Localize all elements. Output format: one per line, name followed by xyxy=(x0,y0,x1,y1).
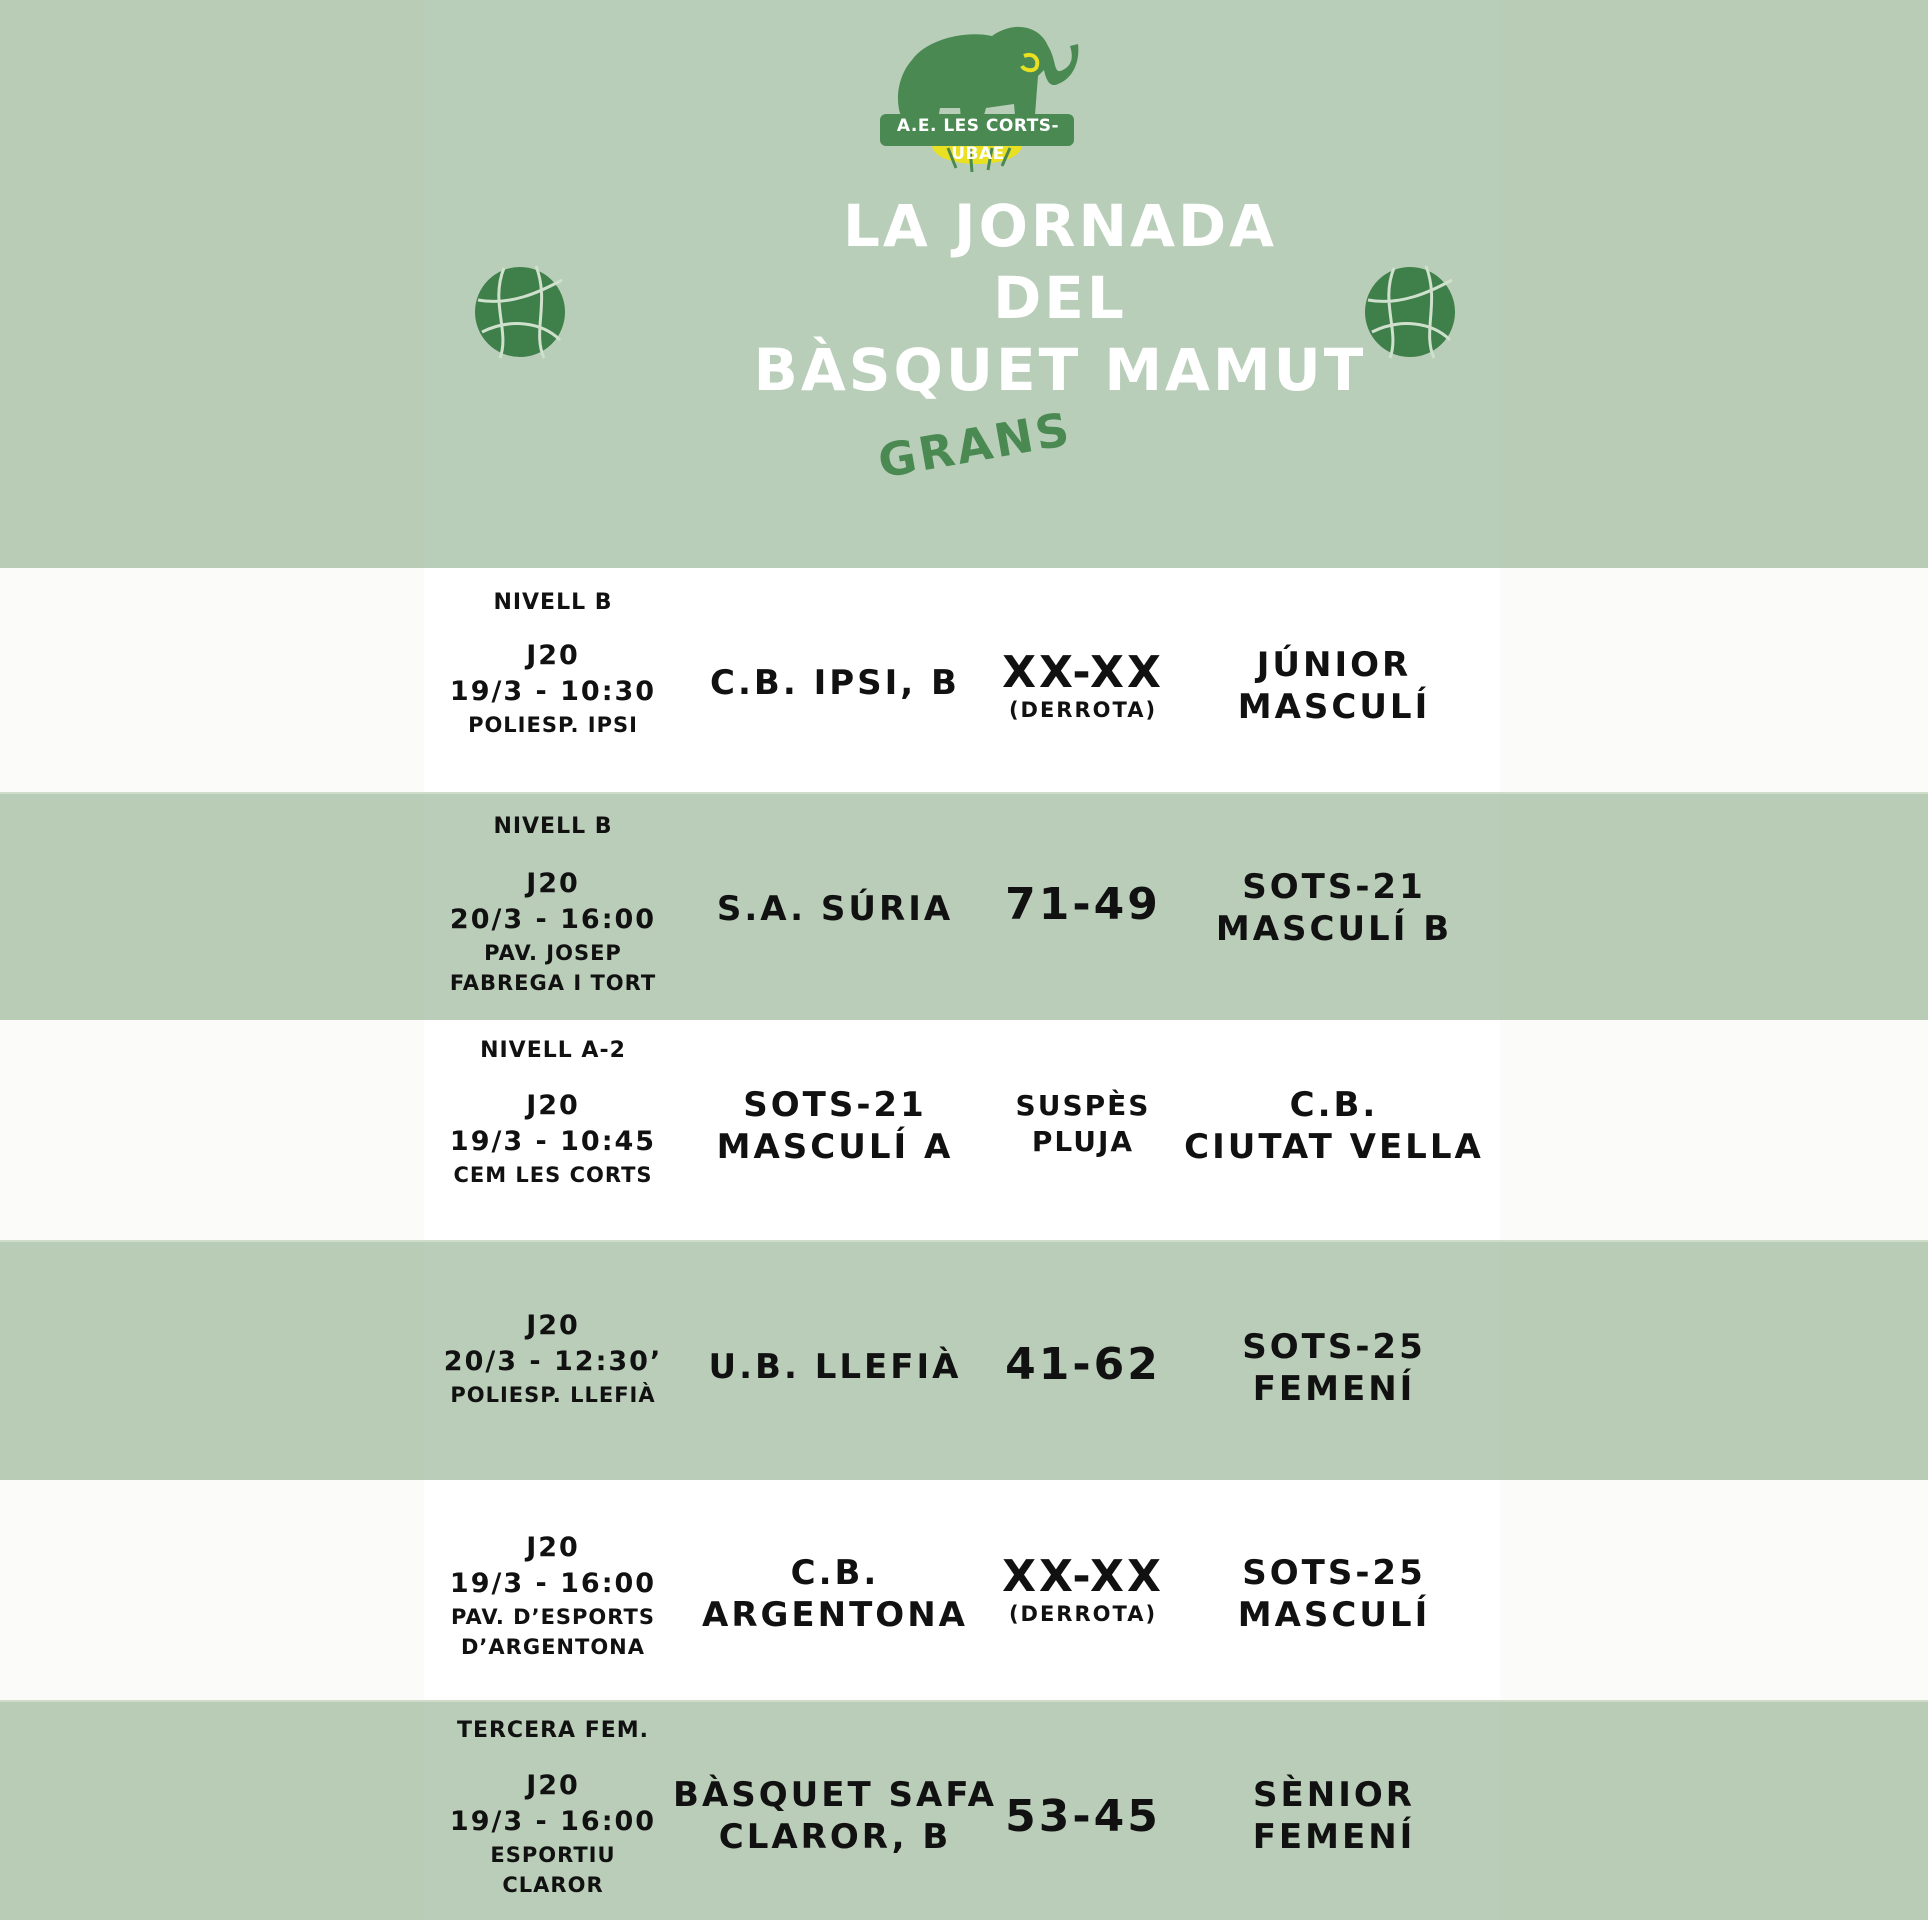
away-team-line: JÚNIOR xyxy=(1256,645,1412,685)
title-line: LA JORNADA xyxy=(842,192,1278,260)
away-team xyxy=(1176,644,1492,728)
away-team-line: MASCULÍ B xyxy=(1215,909,1453,949)
match-venue: CLAROR xyxy=(502,1873,604,1897)
home-team: S.A. SÚRIA xyxy=(716,889,954,929)
basketball-icon xyxy=(1360,262,1460,362)
logo-text: A.E. LES CORTS-UBAE xyxy=(896,116,1060,164)
title-line: DEL xyxy=(993,264,1127,332)
match-round: J20 xyxy=(526,1532,580,1563)
match-status-line: SUSPÈS xyxy=(1015,1089,1151,1122)
home-team-line: C.B. xyxy=(790,1553,880,1593)
match-score: 71-49 xyxy=(1005,879,1161,930)
match-round: J20 xyxy=(526,1310,580,1341)
match-level: NIVELL B xyxy=(493,814,613,839)
match-result-note: (DERROTA) xyxy=(1008,1602,1158,1626)
home-team: C.B. IPSI, B xyxy=(710,663,960,703)
header xyxy=(0,0,1928,568)
home-team xyxy=(680,1552,990,1636)
home-team-line: CLAROR, B xyxy=(718,1817,952,1857)
match-row xyxy=(0,1480,1928,1702)
match-venue: D’ARGENTONA xyxy=(461,1635,645,1659)
match-venue: POLIESP. LLEFIÀ xyxy=(450,1383,656,1407)
match-row xyxy=(0,794,1928,1020)
match-round: J20 xyxy=(526,1770,580,1801)
title-line: BÀSQUET MAMUT xyxy=(753,336,1367,404)
away-team xyxy=(1176,1326,1492,1410)
match-venue: CEM LES CORTS xyxy=(453,1163,653,1187)
match-info xyxy=(430,1768,676,1900)
match-venue: ESPORTIU xyxy=(490,1843,616,1867)
away-team-line: SOTS-25 xyxy=(1242,1553,1426,1593)
match-result-note: (DERROTA) xyxy=(1008,698,1158,722)
match-row xyxy=(0,1242,1928,1480)
match-info xyxy=(430,1088,676,1190)
away-team-line: MASCULÍ xyxy=(1237,1595,1431,1635)
home-team-line: MASCULÍ A xyxy=(716,1127,954,1167)
row-margin xyxy=(0,1020,424,1242)
match-info xyxy=(430,866,676,998)
match-datetime: 19/3 - 16:00 xyxy=(449,1568,657,1599)
match-level: NIVELL A-2 xyxy=(480,1038,626,1063)
row-margin xyxy=(0,1480,424,1702)
away-team-line: FEMENÍ xyxy=(1252,1369,1416,1409)
match-info xyxy=(430,638,676,740)
match-info xyxy=(430,1530,676,1662)
match-venue: PAV. D’ESPORTS xyxy=(451,1605,655,1629)
match-status-line: PLUJA xyxy=(1031,1125,1135,1158)
match-venue: POLIESP. IPSI xyxy=(468,713,638,737)
match-datetime: 20/3 - 16:00 xyxy=(449,904,657,935)
match-datetime: 19/3 - 10:30 xyxy=(449,676,657,707)
row-margin xyxy=(1500,568,1928,794)
match-datetime: 19/3 - 10:45 xyxy=(449,1126,657,1157)
match-row xyxy=(0,1702,1928,1920)
away-team-line: FEMENÍ xyxy=(1252,1817,1416,1857)
home-team xyxy=(680,1084,990,1168)
home-team-line: ARGENTONA xyxy=(702,1595,968,1635)
match-score: 41-62 xyxy=(1005,1339,1161,1390)
row-margin xyxy=(0,568,424,794)
row-margin xyxy=(1500,1480,1928,1702)
match-row xyxy=(0,1020,1928,1242)
match-level: NIVELL B xyxy=(493,590,613,615)
away-team-line: SOTS-21 xyxy=(1242,867,1426,907)
match-datetime: 19/3 - 16:00 xyxy=(449,1806,657,1837)
match-score: XX-XX xyxy=(1002,1551,1164,1602)
away-team-line: MASCULÍ xyxy=(1237,687,1431,727)
home-team-line: BÀSQUET SAFA xyxy=(673,1775,997,1815)
away-team-line: C.B. xyxy=(1289,1085,1379,1125)
match-status xyxy=(990,1088,1176,1160)
match-info xyxy=(430,1308,676,1410)
match-datetime: 20/3 - 12:30’ xyxy=(443,1346,663,1377)
match-level: TERCERA FEM. xyxy=(456,1718,650,1743)
match-round: J20 xyxy=(526,640,580,671)
away-team-line: CIUTAT VELLA xyxy=(1184,1127,1484,1167)
match-round: J20 xyxy=(526,868,580,899)
page-subtitle: GRANS xyxy=(874,401,1076,489)
match-score: XX-XX xyxy=(1002,647,1164,698)
row-margin xyxy=(1500,1020,1928,1242)
away-team xyxy=(1176,866,1492,950)
away-team xyxy=(1176,1552,1492,1636)
match-venue: FABREGA I TORT xyxy=(449,971,657,995)
away-team-line: SÈNIOR xyxy=(1253,1775,1415,1815)
match-venue: PAV. JOSEP xyxy=(484,941,622,965)
away-team-line: SOTS-25 xyxy=(1242,1327,1426,1367)
home-team: U.B. LLEFIÀ xyxy=(708,1347,962,1387)
away-team xyxy=(1176,1084,1492,1168)
match-score: 53-45 xyxy=(1005,1791,1161,1842)
basketball-icon xyxy=(470,262,570,362)
match-round: J20 xyxy=(526,1090,580,1121)
home-team xyxy=(668,1774,1002,1858)
match-row xyxy=(0,568,1928,794)
home-team-line: SOTS-21 xyxy=(743,1085,927,1125)
away-team xyxy=(1176,1774,1492,1858)
